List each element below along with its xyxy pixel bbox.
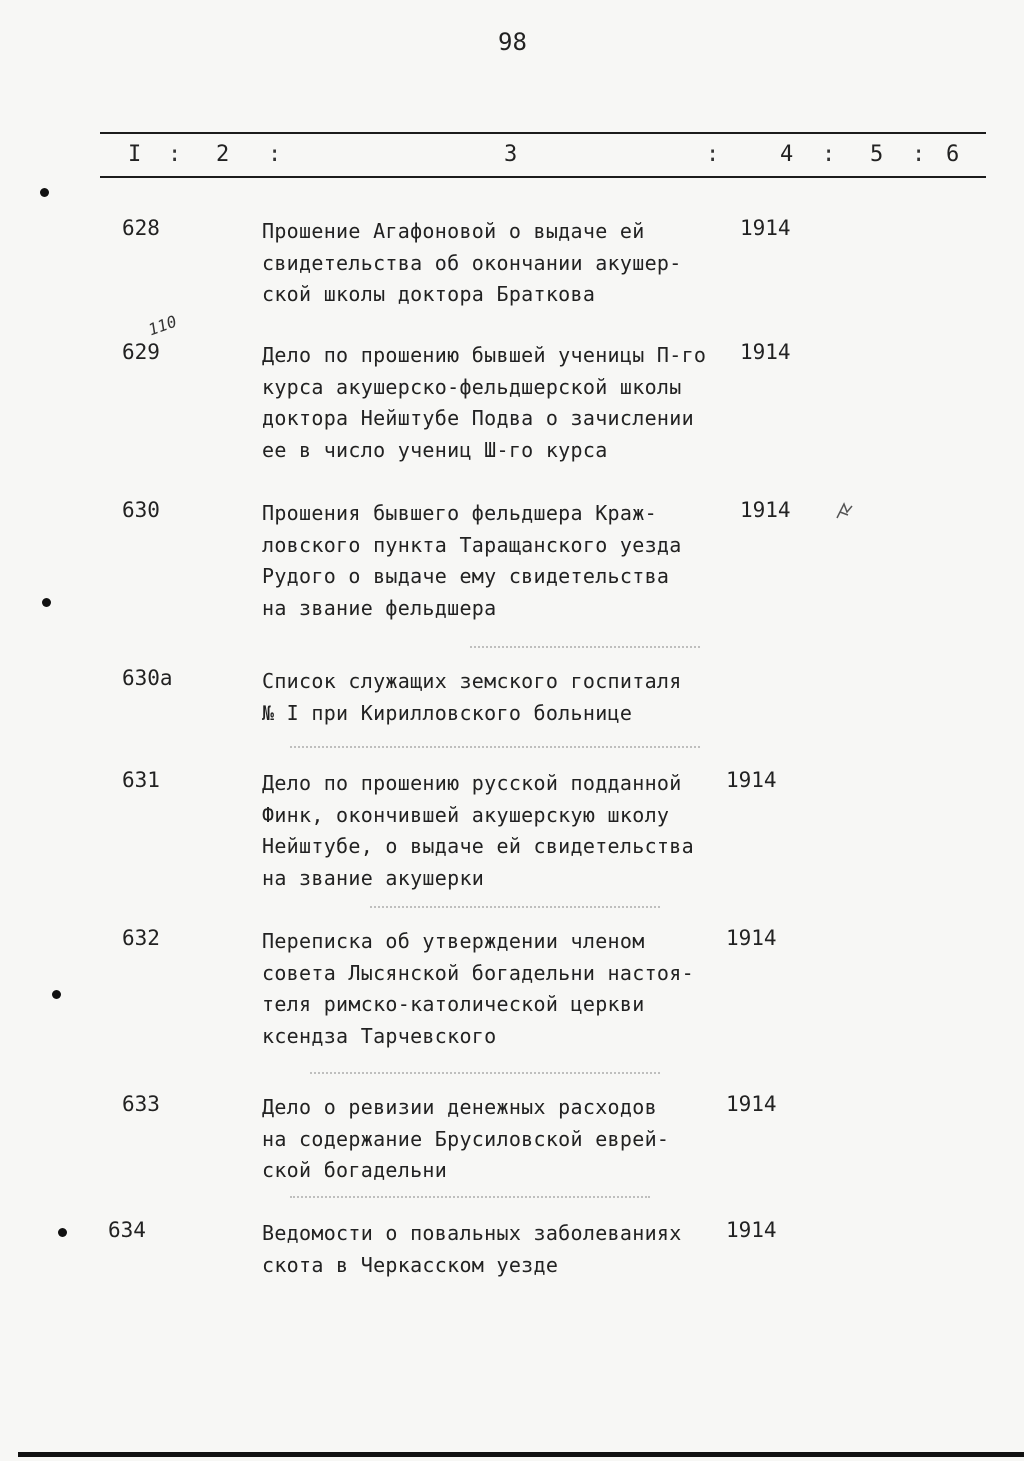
- dotted-divider: [290, 746, 700, 750]
- pencil-mark: [834, 500, 856, 522]
- entry-title: Дело о ревизии денежных расходов на содержание Брусиловской еврей- ской богадельни: [262, 1095, 670, 1182]
- entry-number: 632: [122, 926, 160, 950]
- column-separator: :: [268, 142, 282, 167]
- column-header-2: 2: [216, 142, 230, 167]
- header-top-rule: [100, 132, 986, 134]
- dotted-divider: [370, 906, 660, 910]
- entry-year: 1914: [740, 216, 791, 240]
- entry-number: 628: [122, 216, 160, 240]
- entry-number: 634: [108, 1218, 146, 1242]
- binder-hole: [42, 598, 51, 607]
- dotted-divider: [470, 646, 700, 650]
- entry-number: 630: [122, 498, 160, 522]
- page-number: 98: [498, 28, 527, 56]
- column-header-1: I: [128, 142, 142, 167]
- column-header-6: 6: [946, 142, 960, 167]
- entry-title: Дело по прошению бывшей ученицы П-го курса акушерско-фельдшерской школы доктора Нейштубе Подва о зачислении ее в число учениц Ш-го курса: [262, 343, 707, 462]
- entry-number: 631: [122, 768, 160, 792]
- entry-title: Прошения бывшего фельдшера Краж- ловского пункта Таращанского уезда Рудого о выдаче ему свидетельства на звание фельдшера: [262, 501, 682, 620]
- entry-title: Дело по прошению русской подданной Финк, окончившей акушерскую школу Нейштубе, о выдаче ей свидетельства на звание акушерки: [262, 771, 694, 890]
- entry-number: 630а: [122, 666, 173, 690]
- column-header-3: 3: [504, 142, 518, 167]
- entry-title: Переписка об утверждении членом совета Лысянской богадельни настоя- теля римско-католической церкви ксендза Тарчевского: [262, 929, 694, 1048]
- column-separator: :: [168, 142, 182, 167]
- entry-number: 633: [122, 1092, 160, 1116]
- binder-hole: [40, 188, 49, 197]
- entry-year: 1914: [726, 1218, 777, 1242]
- entry-number: 629: [122, 340, 160, 364]
- column-header-5: 5: [870, 142, 884, 167]
- handwritten-annotation: 110: [145, 311, 180, 340]
- entry-title: Ведомости о повальных заболеваниях скота в Черкасском уезде: [262, 1221, 682, 1277]
- column-separator: :: [706, 142, 720, 167]
- column-header-row: [0, 142, 1024, 170]
- entry-year: 1914: [726, 1092, 777, 1116]
- page-bottom-edge: [18, 1452, 1024, 1457]
- dotted-divider: [290, 1196, 650, 1200]
- column-separator: :: [822, 142, 836, 167]
- header-bottom-rule: [100, 176, 986, 178]
- column-separator: :: [912, 142, 926, 167]
- entry-year: 1914: [726, 926, 777, 950]
- entry-year: 1914: [740, 340, 791, 364]
- entry-title: Список служащих земского госпиталя № I при Кирилловского больнице: [262, 669, 682, 725]
- binder-hole: [52, 990, 61, 999]
- entry-title: Прошение Агафоновой о выдаче ей свидетельства об окончании акушер- ской школы доктора Браткова: [262, 219, 682, 306]
- column-header-4: 4: [780, 142, 794, 167]
- binder-hole: [58, 1228, 67, 1237]
- entry-year: 1914: [726, 768, 777, 792]
- dotted-divider: [310, 1072, 660, 1076]
- entry-year: 1914: [740, 498, 791, 522]
